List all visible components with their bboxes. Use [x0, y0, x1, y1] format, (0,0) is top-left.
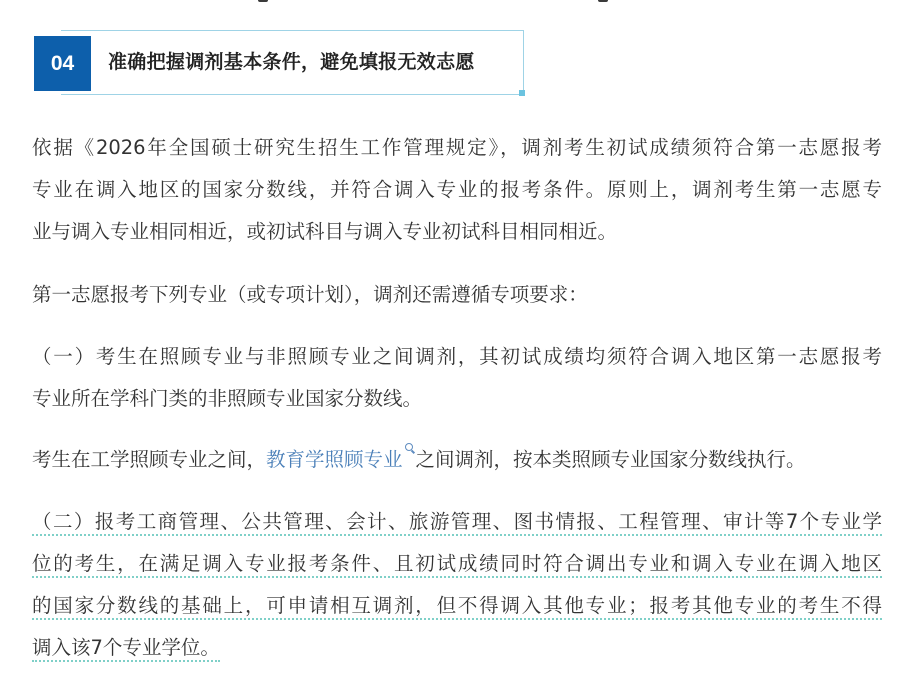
paragraph-line: [32, 543, 882, 585]
text-before-link: 考生在工学照顾专业之间，: [32, 448, 267, 471]
underlined-text: 位的考生，在满足调入专业报考条件、且初试成绩同时符合调出专业和调入专业在调入地区: [32, 552, 882, 578]
education-care-major-link[interactable]: 教育学照顾专业: [266, 448, 403, 471]
paragraph-line: 业与调入专业相同相近，或初试科目与调入专业初试科目相同相近。: [32, 220, 618, 243]
paragraph-line: 专业在调入地区的国家分数线，并符合调入专业的报考条件。原则上，调剂考生第一志愿专: [32, 178, 882, 201]
frame-corner-accent: [519, 90, 525, 96]
section-number-badge: 04: [34, 36, 91, 91]
paragraph-regulation: [32, 127, 882, 253]
section-title: 准确把握调剂基本条件，避免填报无效志愿: [108, 51, 475, 73]
underlined-text: （二）报考工商管理、公共管理、会计、旅游管理、图书情报、工程管理、审计等7个专业学: [32, 510, 882, 536]
paragraph-line: 专业所在学科门类的非照顾专业国家分数线。: [32, 387, 423, 410]
paragraph-line: [32, 439, 882, 481]
paragraph-line: [32, 585, 882, 627]
search-icon[interactable]: [405, 443, 414, 455]
paragraph-rule-one: [32, 336, 882, 420]
paragraph-engineering-rule: [32, 439, 882, 481]
paragraph-line: [32, 627, 882, 669]
underlined-text: 的国家分数线的基础上，可申请相互调剂，但不得调入其他专业；报考其他专业的考生不得: [32, 594, 882, 620]
cropped-text-fragment: [0, 0, 899, 6]
paragraph-rule-two: [32, 501, 882, 669]
paragraph-line: 依据《2026年全国硕士研究生招生工作管理规定》，调剂考生初试成绩须符合第一志愿报考: [32, 136, 882, 159]
paragraph-line: （一）考生在照顾专业与非照顾专业之间调剂，其初试成绩均须符合调入地区第一志愿报考: [32, 345, 882, 368]
section-header: [34, 30, 524, 95]
paragraph-special-requirements: [32, 274, 882, 316]
paragraph-line: [32, 501, 882, 543]
text-after-link: 之间调剂，按本类照顾专业国家分数线执行。: [415, 448, 806, 471]
underlined-text: 调入该7个专业学位。: [32, 636, 220, 662]
paragraph-line: 第一志愿报考下列专业（或专项计划），调剂还需遵循专项要求：: [32, 283, 588, 306]
